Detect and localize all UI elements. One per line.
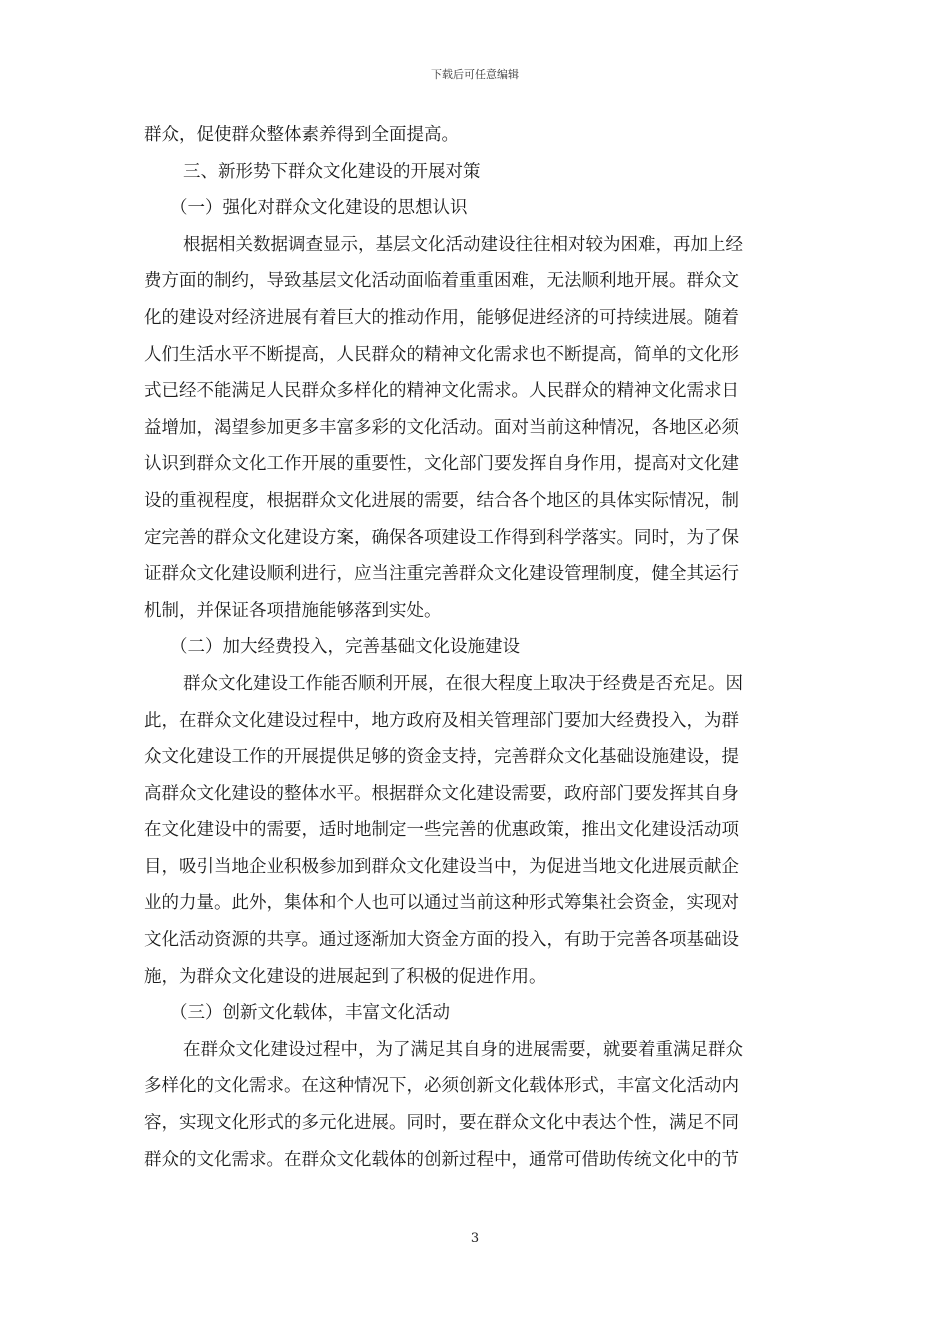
- section-heading: （三）创新文化载体，丰富文化活动: [170, 1003, 450, 1024]
- section-heading: 三、新形势下群众文化建设的开展对策: [183, 161, 481, 182]
- paragraph-line: 群众文化建设工作能否顺利开展，在很大程度上取决于经费是否充足。因: [183, 673, 743, 694]
- paragraph-line: 证群众文化建设顺利进行，应当注重完善群众文化建设管理制度，健全其运行: [144, 564, 739, 585]
- paragraph-line: 施，为群众文化建设的进展起到了积极的促进作用。: [144, 966, 547, 987]
- paragraph-line: 多样化的文化需求。在这种情况下，必须创新文化载体形式，丰富文化活动内: [144, 1076, 739, 1097]
- paragraph-line: 在群众文化建设过程中，为了满足其自身的进展需要，就要着重满足群众: [183, 1039, 743, 1060]
- paragraph-line: 众文化建设工作的开展提供足够的资金支持，完善群众文化基础设施建设，提: [144, 747, 739, 768]
- paragraph-line: 群众的文化需求。在群众文化载体的创新过程中，通常可借助传统文化中的节: [144, 1149, 739, 1170]
- section-heading: （二）加大经费投入，完善基础文化设施建设: [170, 637, 520, 658]
- paragraph-line: 益增加，渴望参加更多丰富多彩的文化活动。面对当前这种情况，各地区必须: [144, 417, 739, 438]
- paragraph-line: 群众，促使群众整体素养得到全面提高。: [144, 125, 459, 145]
- paragraph-line: 目，吸引当地企业积极参加到群众文化建设当中，为促进当地文化进展贡献企: [144, 856, 739, 877]
- paragraph-line: 机制，并保证各项措施能够落到实处。: [144, 600, 442, 621]
- paragraph-line: 人们生活水平不断提高，人民群众的精神文化需求也不断提高，简单的文化形: [144, 344, 739, 365]
- paragraph-line: 文化活动资源的共享。通过逐渐加大资金方面的投入，有助于完善各项基础设: [144, 930, 739, 951]
- paragraph-line: 业的力量。此外，集体和个人也可以通过当前这种形式筹集社会资金，实现对: [144, 893, 739, 914]
- paragraph-line: 化的建设对经济进展有着巨大的推动作用，能够促进经济的可持续进展。随着: [144, 307, 739, 328]
- page-number: 3: [470, 1231, 480, 1246]
- paragraph-line: 在文化建设中的需要，适时地制定一些完善的优惠政策，推出文化建设活动项: [144, 820, 739, 841]
- paragraph-line: 此，在群众文化建设过程中，地方政府及相关管理部门要加大经费投入，为群: [144, 710, 739, 731]
- paragraph-line: 高群众文化建设的整体水平。根据群众文化建设需要，政府部门要发挥其自身: [144, 783, 739, 804]
- paragraph-line: 容，实现文化形式的多元化进展。同时，要在群众文化中表达个性，满足不同: [144, 1113, 739, 1134]
- paragraph-line: 定完善的群众文化建设方案，确保各项建设工作得到科学落实。同时，为了保: [144, 527, 739, 548]
- paragraph-line: 设的重视程度，根据群众文化进展的需要，结合各个地区的具体实际情况，制: [144, 490, 739, 511]
- page-header: 下载后可任意编辑: [431, 68, 519, 81]
- section-heading: （一）强化对群众文化建设的思想认识: [170, 198, 468, 219]
- paragraph-line: 认识到群众文化工作开展的重要性，文化部门要发挥自身作用，提高对文化建: [144, 454, 739, 475]
- paragraph-line: 根据相关数据调查显示，基层文化活动建设往往相对较为困难，再加上经: [183, 234, 743, 255]
- paragraph-line: 费方面的制约，导致基层文化活动面临着重重困难，无法顺利地开展。群众文: [144, 271, 739, 292]
- paragraph-line: 式已经不能满足人民群众多样化的精神文化需求。人民群众的精神文化需求日: [144, 381, 739, 402]
- document-body: [144, 117, 808, 1178]
